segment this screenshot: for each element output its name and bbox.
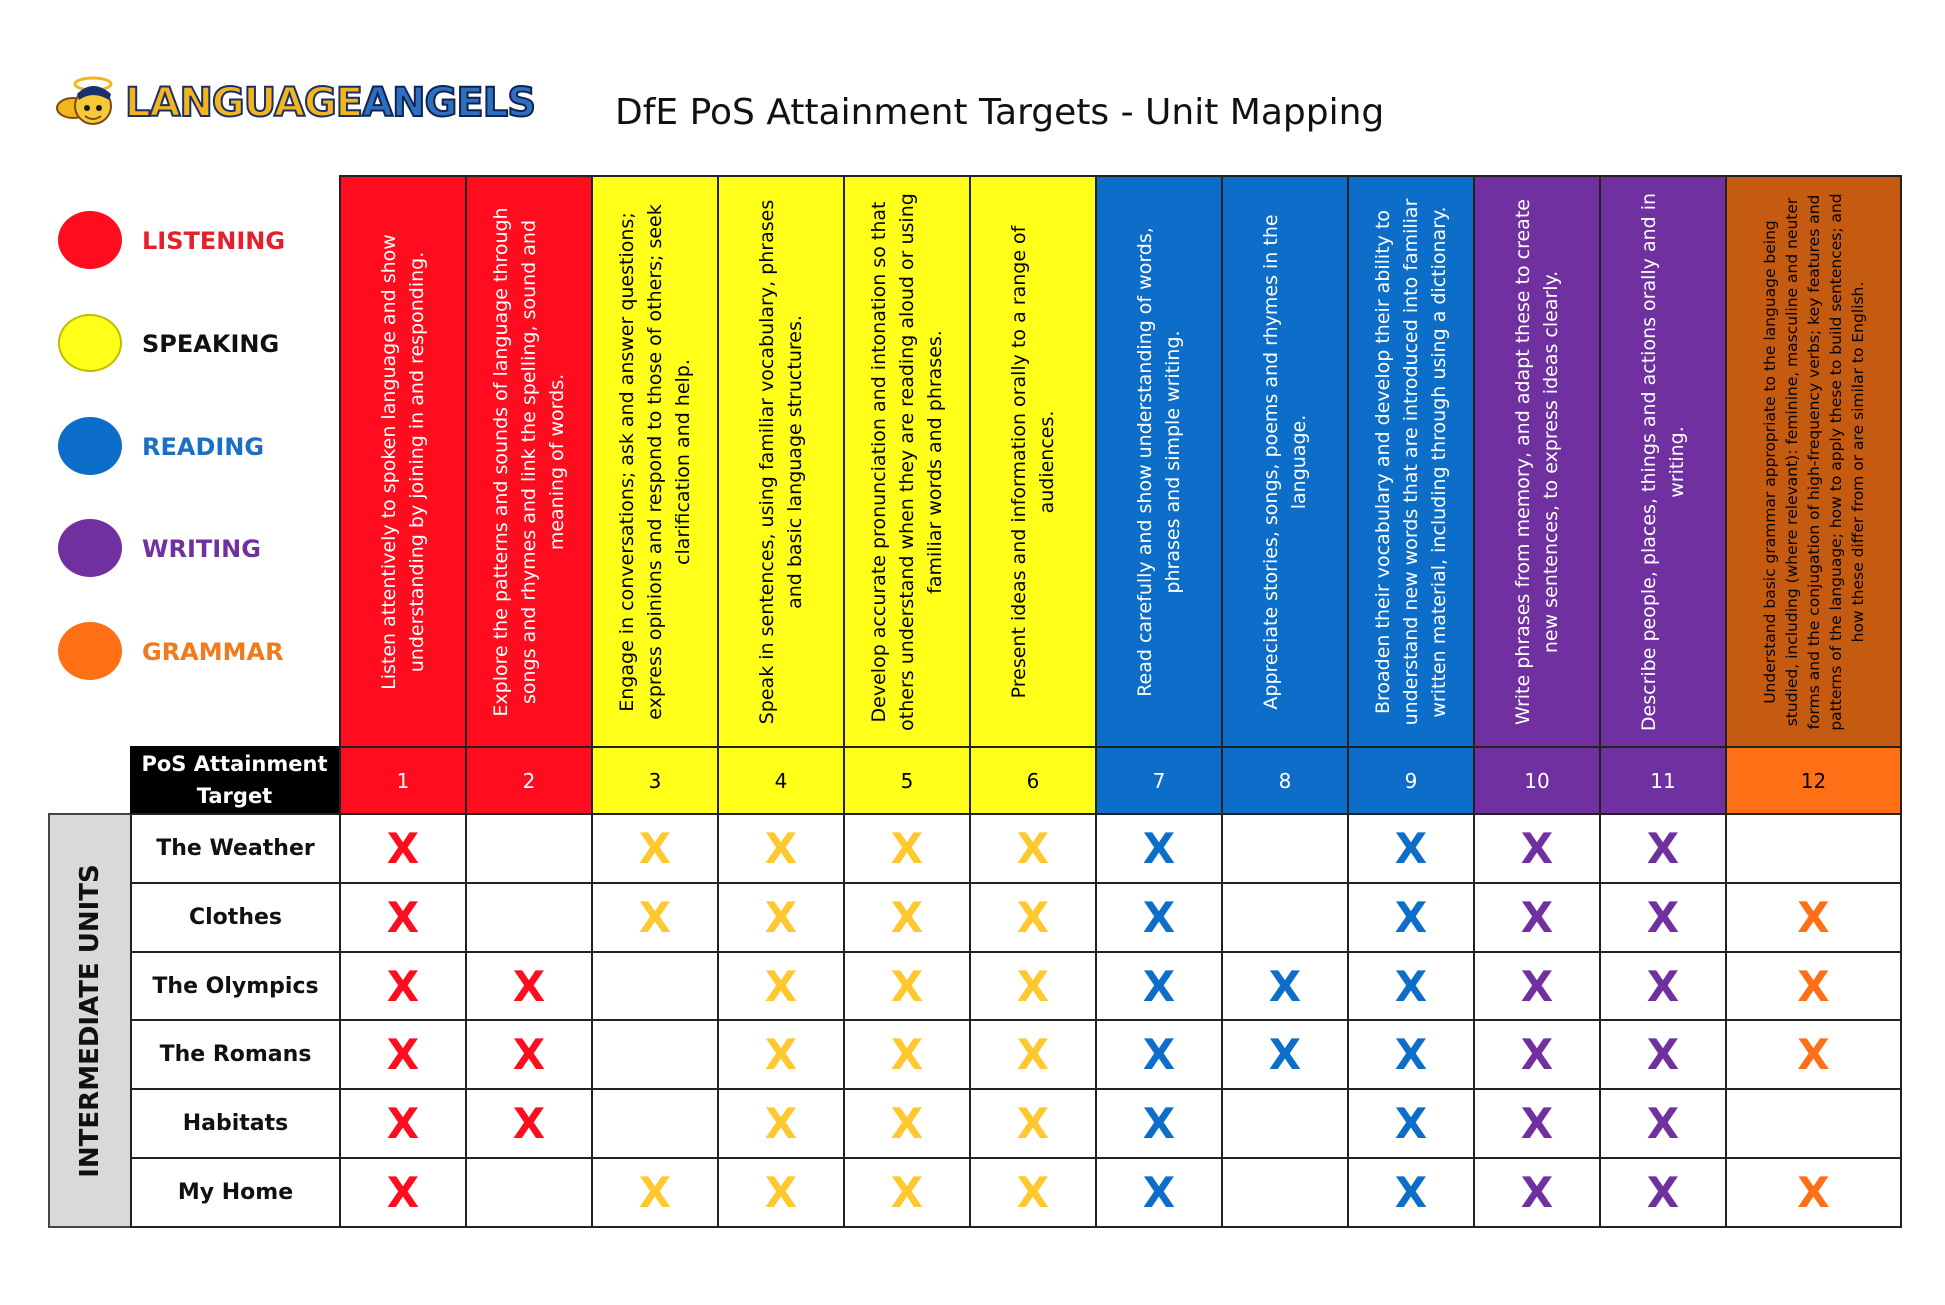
empty-cell <box>465 813 593 884</box>
mark-x: X <box>465 1088 593 1159</box>
mark-x: X <box>1221 951 1349 1021</box>
mark-x: X <box>1347 1157 1475 1228</box>
empty-cell <box>465 882 593 953</box>
mark-x: X <box>1725 951 1902 1021</box>
mark-x: X <box>1347 1019 1475 1090</box>
target-header-1 <box>339 175 467 748</box>
legend-item-reading <box>58 417 338 481</box>
target-description: Appreciate stories, songs, poems and rhymes in the language. <box>1260 213 1310 710</box>
mark-x: X <box>717 1019 845 1090</box>
mark-x: X <box>1599 951 1727 1021</box>
mark-x: X <box>1473 951 1601 1021</box>
unit-name: The Olympics <box>130 951 341 1021</box>
mark-x: X <box>969 1157 1097 1228</box>
target-number-7: 7 <box>1095 746 1223 815</box>
mark-x: X <box>717 951 845 1021</box>
mark-x: X <box>1725 1019 1902 1090</box>
legend-item-speaking <box>58 314 338 378</box>
mark-x: X <box>969 882 1097 953</box>
mark-x: X <box>1473 882 1601 953</box>
mark-x: X <box>969 813 1097 884</box>
unit-name: Clothes <box>130 882 341 953</box>
mark-x: X <box>1473 1157 1601 1228</box>
unit-name: The Weather <box>130 813 341 884</box>
mark-x: X <box>339 1088 467 1159</box>
mark-x: X <box>969 1088 1097 1159</box>
target-number-2: 2 <box>465 746 593 815</box>
legend-label: GRAMMAR <box>142 638 284 666</box>
target-number-10: 10 <box>1473 746 1601 815</box>
mark-x: X <box>1347 813 1475 884</box>
mark-x: X <box>339 882 467 953</box>
target-header-6 <box>969 175 1097 748</box>
mark-x: X <box>1725 882 1902 953</box>
target-number-5: 5 <box>843 746 971 815</box>
mark-x: X <box>1599 1019 1727 1090</box>
mark-x: X <box>1473 1019 1601 1090</box>
target-description: Read carefully and show understanding of words, phrases and simple writing. <box>1134 226 1184 697</box>
target-description: Develop accurate pronunciation and intonation so that others understand when they are reading aloud or using familiar words and phrases. <box>868 192 946 731</box>
mark-x: X <box>591 1157 719 1228</box>
legend-label: LISTENING <box>142 227 286 255</box>
mark-x: X <box>969 1019 1097 1090</box>
mark-x: X <box>843 1088 971 1159</box>
grammar-dot-icon <box>58 622 122 680</box>
mark-x: X <box>843 951 971 1021</box>
pos-attainment-target-label: PoS Attainment Target <box>130 746 339 813</box>
unit-name: Habitats <box>130 1088 341 1159</box>
target-description: Describe people, places, things and actions orally and in writing. <box>1638 192 1688 731</box>
target-header-7 <box>1095 175 1223 748</box>
mark-x: X <box>843 1157 971 1228</box>
unit-name: My Home <box>130 1157 341 1228</box>
target-header-9 <box>1347 175 1475 748</box>
mark-x: X <box>1095 951 1223 1021</box>
legend-label: READING <box>142 433 265 461</box>
speaking-dot-icon <box>58 314 122 372</box>
angel-mascot-icon <box>55 72 125 142</box>
mark-x: X <box>1347 951 1475 1021</box>
section-label-text: INTERMEDIATE UNITS <box>75 863 105 1178</box>
target-number-6: 6 <box>969 746 1097 815</box>
mark-x: X <box>465 951 593 1021</box>
mark-x: X <box>1725 1157 1902 1228</box>
mark-x: X <box>1347 1088 1475 1159</box>
legend-item-listening <box>58 211 338 275</box>
target-number-8: 8 <box>1221 746 1349 815</box>
mark-x: X <box>1599 882 1727 953</box>
target-header-2 <box>465 175 593 748</box>
empty-cell <box>1725 1088 1902 1159</box>
empty-cell <box>1221 813 1349 884</box>
mark-x: X <box>339 1019 467 1090</box>
target-description: Explore the patterns and sounds of language through songs and rhymes and link the spelling, sound and meaning of words. <box>490 206 568 717</box>
target-header-12 <box>1725 175 1902 748</box>
mark-x: X <box>591 882 719 953</box>
mark-x: X <box>1599 1088 1727 1159</box>
mark-x: X <box>339 1157 467 1228</box>
empty-cell <box>1221 882 1349 953</box>
mark-x: X <box>717 813 845 884</box>
empty-cell <box>1725 813 1902 884</box>
target-header-5 <box>843 175 971 748</box>
writing-dot-icon <box>58 519 122 577</box>
target-header-3 <box>591 175 719 748</box>
mark-x: X <box>717 882 845 953</box>
mark-x: X <box>1347 882 1475 953</box>
legend-label: SPEAKING <box>142 330 280 358</box>
reading-dot-icon <box>58 417 122 475</box>
target-description: Understand basic grammar appropriate to the language being studied, including (where relevant): feminine, masculine and neuter forms and the conjugation of high-frequency verbs; key features and patterns of the language; how to apply these to build sentences; and how these differ from or are similar to English. <box>1760 192 1867 731</box>
target-header-8 <box>1221 175 1349 748</box>
empty-cell <box>591 951 719 1021</box>
unit-name: The Romans <box>130 1019 341 1090</box>
mark-x: X <box>717 1088 845 1159</box>
mark-x: X <box>1095 882 1223 953</box>
target-description: Listen attentively to spoken language and show understanding by joining in and responding. <box>378 233 428 690</box>
target-description: Broaden their vocabulary and develop their ability to understand new words that are introduced into familiar written material, including through using a dictionary. <box>1372 198 1450 725</box>
empty-cell <box>465 1157 593 1228</box>
legend-item-writing <box>58 519 338 583</box>
legend-item-grammar <box>58 622 338 686</box>
mark-x: X <box>843 882 971 953</box>
page-title: DfE PoS Attainment Targets - Unit Mapping <box>615 92 1385 133</box>
mark-x: X <box>1095 1088 1223 1159</box>
mark-x: X <box>717 1157 845 1228</box>
mark-x: X <box>465 1019 593 1090</box>
target-number-1: 1 <box>339 746 467 815</box>
target-number-11: 11 <box>1599 746 1727 815</box>
mark-x: X <box>339 951 467 1021</box>
empty-cell <box>1221 1157 1349 1228</box>
target-header-10 <box>1473 175 1601 748</box>
mark-x: X <box>1473 1088 1601 1159</box>
language-angels-logo <box>55 72 536 152</box>
mark-x: X <box>1599 1157 1727 1228</box>
target-description: Speak in sentences, using familiar vocabulary, phrases and basic language structures. <box>756 199 806 724</box>
target-number-12: 12 <box>1725 746 1902 815</box>
logo-wordmark: LANGUAGEANGELS <box>125 80 536 126</box>
target-number-4: 4 <box>717 746 845 815</box>
mark-x: X <box>1599 813 1727 884</box>
target-description: Engage in conversations; ask and answer questions; express opinions and respond to those of others; seek clarification and help. <box>616 203 694 720</box>
target-number-3: 3 <box>591 746 719 815</box>
intermediate-units-label <box>48 813 132 1228</box>
target-header-4 <box>717 175 845 748</box>
mark-x: X <box>1095 813 1223 884</box>
listening-dot-icon <box>58 211 122 269</box>
mark-x: X <box>843 1019 971 1090</box>
mark-x: X <box>591 813 719 884</box>
mark-x: X <box>339 813 467 884</box>
mark-x: X <box>1221 1019 1349 1090</box>
mark-x: X <box>1095 1157 1223 1228</box>
target-description: Present ideas and information orally to a range of audiences. <box>1008 225 1058 698</box>
empty-cell <box>591 1088 719 1159</box>
target-description: Write phrases from memory, and adapt these to create new sentences, to express ideas clearly. <box>1512 198 1562 725</box>
mark-x: X <box>1095 1019 1223 1090</box>
target-header-11 <box>1599 175 1727 748</box>
mark-x: X <box>969 951 1097 1021</box>
empty-cell <box>1221 1088 1349 1159</box>
legend-label: WRITING <box>142 535 261 563</box>
mark-x: X <box>1473 813 1601 884</box>
target-number-9: 9 <box>1347 746 1475 815</box>
empty-cell <box>591 1019 719 1090</box>
mark-x: X <box>843 813 971 884</box>
